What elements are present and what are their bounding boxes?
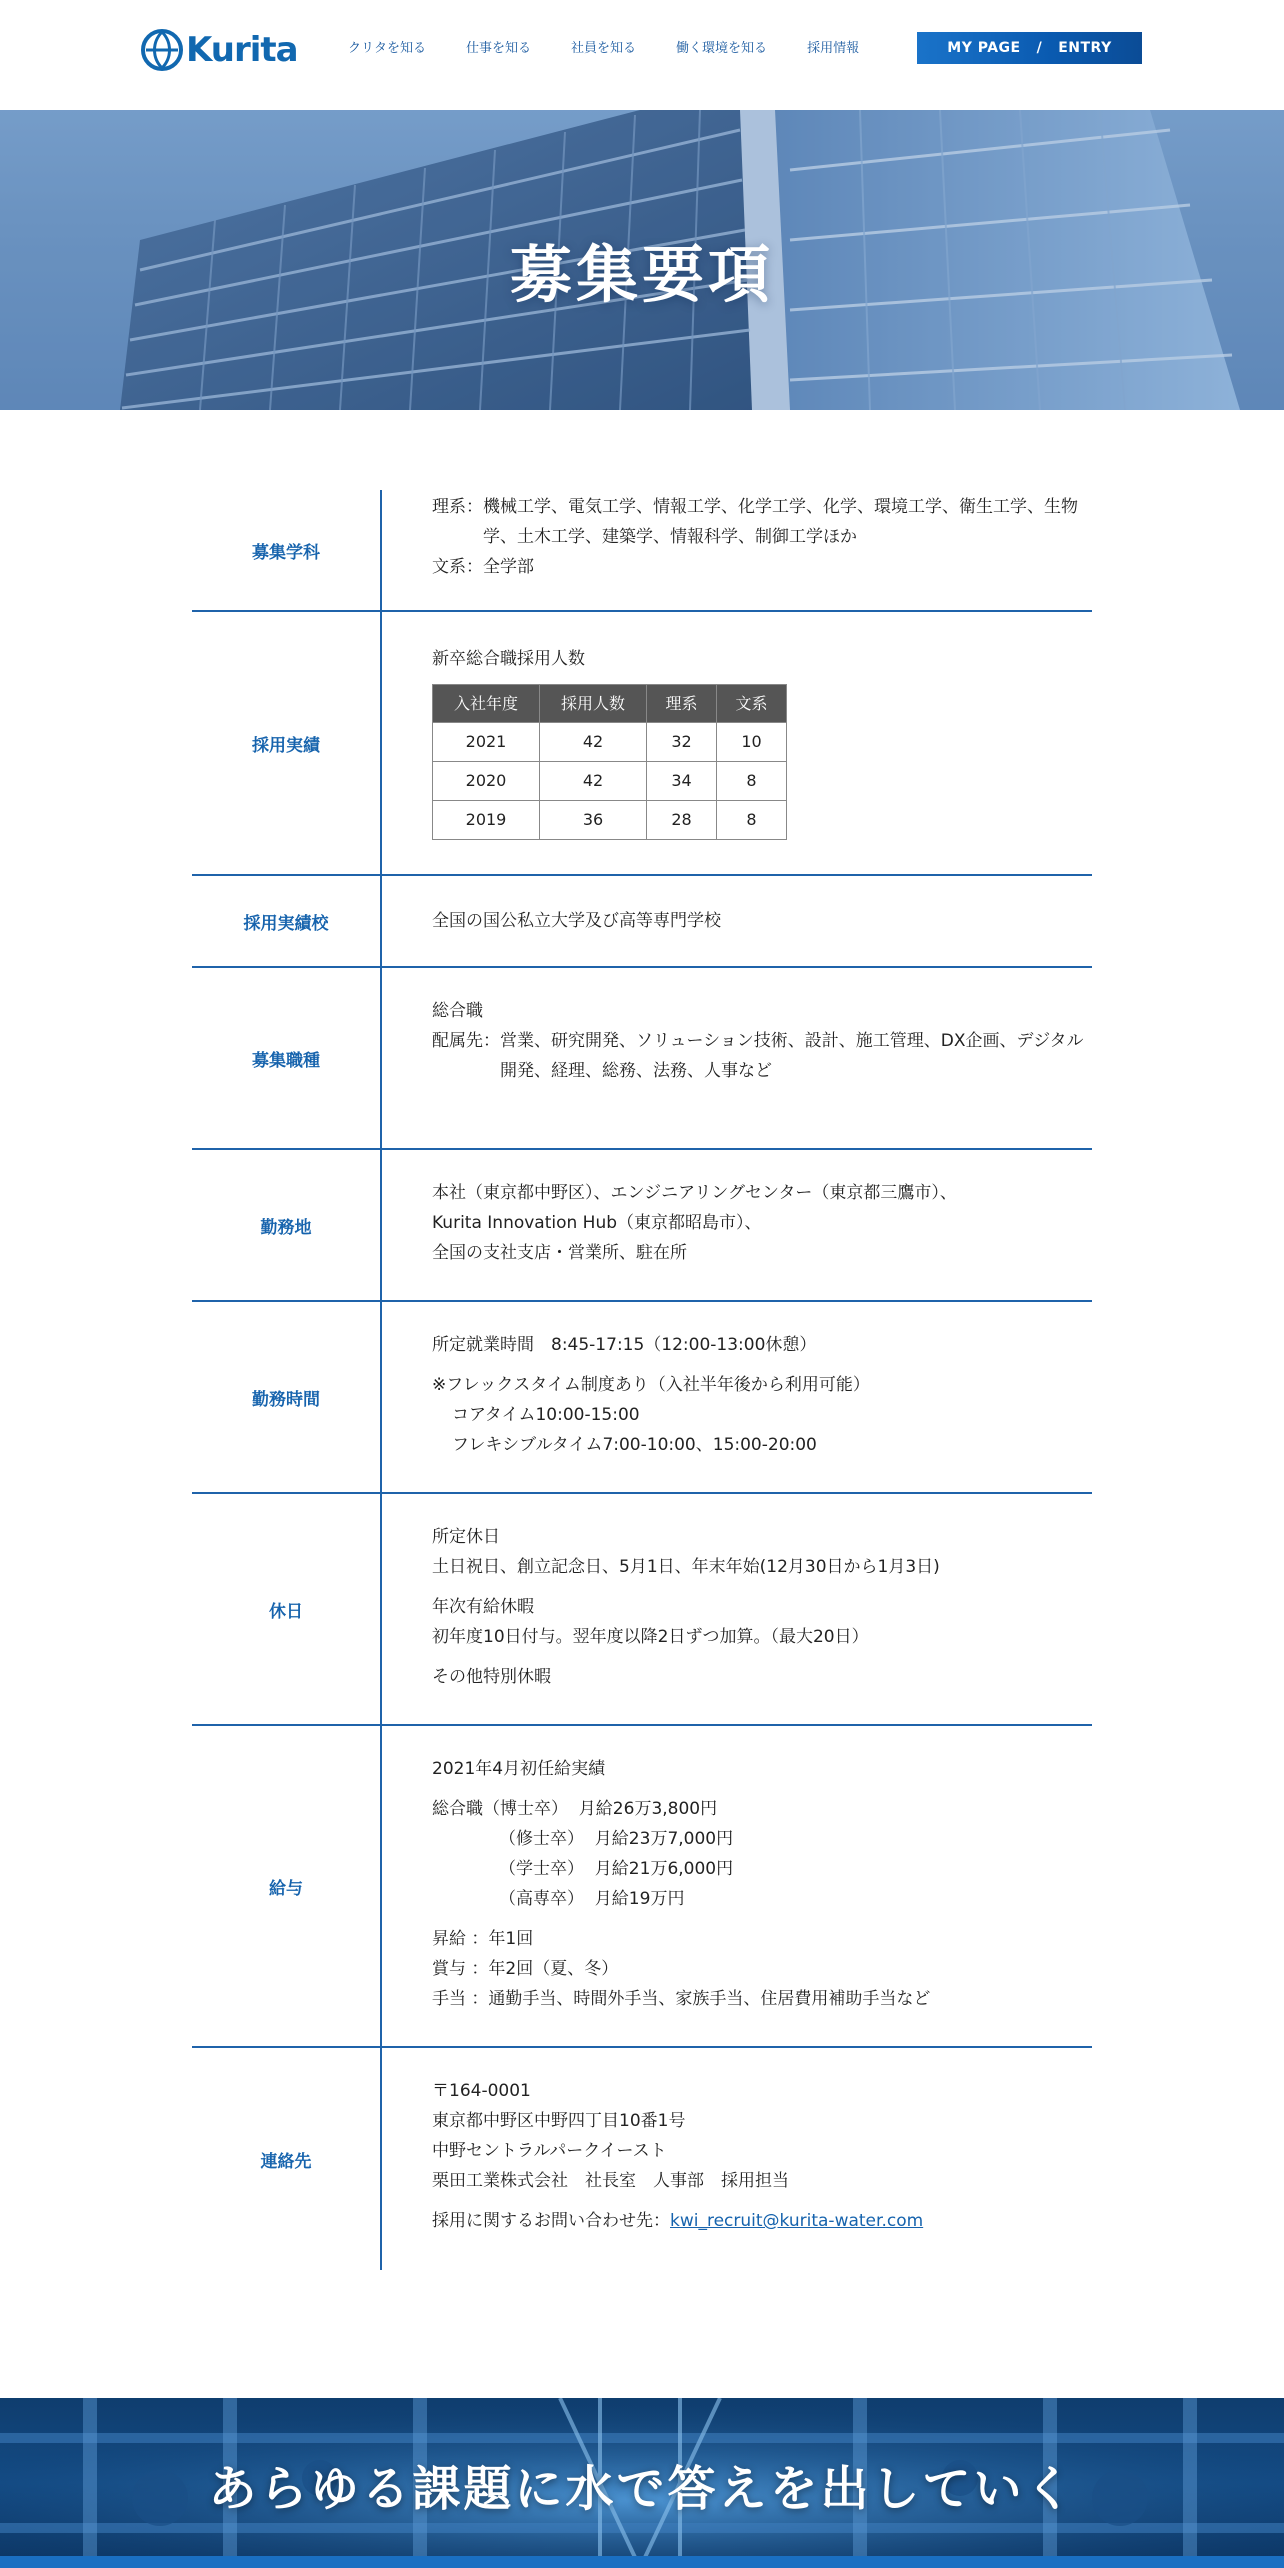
humanities-value: 全学部 bbox=[483, 557, 534, 577]
table-cell: 42 bbox=[540, 762, 647, 801]
row-label-contact: 連絡先 bbox=[192, 2048, 382, 2270]
table-cell: 8 bbox=[717, 762, 787, 801]
table-cell: 2019 bbox=[433, 801, 540, 840]
row-body-location bbox=[382, 1150, 1092, 1300]
kurita-logo[interactable] bbox=[140, 28, 298, 72]
row-contact bbox=[192, 2048, 1092, 2270]
table-cell: 2020 bbox=[433, 762, 540, 801]
location-line: 本社（東京都中野区）、エンジニアリングセンター（東京都三鷹市）、 bbox=[432, 1183, 957, 1203]
requirements-table bbox=[192, 490, 1092, 2270]
row-hiring-results bbox=[192, 612, 1092, 876]
row-schools bbox=[192, 876, 1092, 968]
row-body-contact bbox=[382, 2048, 1092, 2270]
row-label-hiring-results: 採用実績 bbox=[192, 612, 382, 874]
row-label-holidays: 休日 bbox=[192, 1494, 382, 1724]
footer-banner bbox=[0, 2398, 1284, 2568]
table-header-cell: 文系 bbox=[717, 685, 787, 723]
holidays-line: 土日祝日、創立記念日、5月1日、年末年始(12月30日から1月3日) bbox=[432, 1557, 940, 1577]
science-value: 機械工学、電気工学、情報工学、化学工学、化学、環境工学、衛生工学、生物学、土木工学、建築学、情報科学、制御工学ほか bbox=[483, 497, 1078, 547]
page-title: 募集要項 bbox=[509, 238, 774, 311]
location-line: 全国の支社支店・営業所、駐在所 bbox=[432, 1243, 687, 1263]
holidays-line: 年次有給休暇 bbox=[432, 1597, 534, 1617]
row-body-job-types bbox=[382, 968, 1092, 1148]
table-header-cell: 入社年度 bbox=[433, 685, 540, 723]
nav-item-employees[interactable]: 社員を知る bbox=[571, 41, 637, 56]
row-label-schools: 採用実績校 bbox=[192, 876, 382, 966]
assignment-value: 営業、研究開発、ソリューション技術、設計、施工管理、DX企画、デジタル開発、経理、総務、法務、人事など bbox=[500, 1031, 1084, 1081]
nav-item-about-kurita[interactable]: クリタを知る bbox=[348, 41, 427, 56]
science-key: 理系 bbox=[432, 497, 466, 517]
mypage-entry-button[interactable] bbox=[917, 32, 1142, 64]
hero-banner bbox=[0, 110, 1284, 410]
banner-bottom-bar bbox=[0, 2556, 1284, 2568]
holidays-line: その他特別休暇 bbox=[432, 1667, 551, 1687]
contact-department: 栗田工業株式会社 社長室 人事部 採用担当 bbox=[432, 2171, 789, 2191]
departments-humanities bbox=[432, 552, 1092, 582]
table-cell: 2021 bbox=[433, 723, 540, 762]
nav-item-work[interactable]: 仕事を知る bbox=[466, 41, 532, 56]
banner-slogan: あらゆる課題に水で答えを出していく bbox=[208, 2461, 1076, 2517]
row-working-hours bbox=[192, 1302, 1092, 1494]
job-type-general: 総合職 bbox=[432, 1001, 483, 1021]
site-header bbox=[0, 0, 1284, 110]
row-departments bbox=[192, 490, 1092, 612]
contact-inquiry bbox=[432, 2206, 1092, 2236]
table-cell: 42 bbox=[540, 723, 647, 762]
row-label-departments: 募集学科 bbox=[192, 490, 382, 610]
row-body-departments bbox=[382, 490, 1092, 610]
assignment-colon: ： bbox=[483, 1031, 500, 1051]
spacer bbox=[432, 1360, 1092, 1370]
hours-line: フレキシブルタイム7:00-10:00、15:00-20:00 bbox=[452, 1435, 817, 1455]
salary-raise: 昇給 ：年1回 bbox=[432, 1929, 534, 1949]
nav-item-environment[interactable]: 働く環境を知る bbox=[676, 41, 768, 56]
location-line: Kurita Innovation Hub（東京都昭島市）、 bbox=[432, 1213, 762, 1233]
table-cell: 10 bbox=[717, 723, 787, 762]
table-header-cell: 理系 bbox=[647, 685, 717, 723]
nav-item-recruit-info[interactable]: 採用情報 bbox=[807, 41, 860, 56]
table-cell: 8 bbox=[717, 801, 787, 840]
holidays-line: 初年度10日付与。翌年度以降2日ずつ加算。（最大20日） bbox=[432, 1627, 869, 1647]
assignment-key: 配属先 bbox=[432, 1031, 483, 1051]
hours-line: コアタイム10:00-15:00 bbox=[452, 1405, 640, 1425]
inquiry-prefix: 採用に関するお問い合わせ先： bbox=[432, 2211, 670, 2231]
salary-bonus: 賞与 ：年2回（夏、冬） bbox=[432, 1959, 619, 1979]
spacer bbox=[432, 1582, 1092, 1592]
job-assignment bbox=[432, 1026, 1092, 1086]
contact-postal-code: 〒164-0001 bbox=[432, 2081, 531, 2101]
humanities-colon: ： bbox=[466, 557, 483, 577]
table-cell: 34 bbox=[647, 762, 717, 801]
table-row bbox=[433, 801, 787, 840]
departments-science bbox=[432, 492, 1092, 552]
schools-value: 全国の国公私立大学及び高等専門学校 bbox=[432, 911, 721, 931]
spacer bbox=[432, 2196, 1092, 2206]
recruit-email-link[interactable]: kwi_recruit@kurita-water.com bbox=[670, 2211, 924, 2231]
salary-line: （高専卒） 月給19万円 bbox=[499, 1889, 685, 1909]
row-label-location: 勤務地 bbox=[192, 1150, 382, 1300]
row-salary bbox=[192, 1726, 1092, 2048]
table-row bbox=[433, 762, 787, 801]
science-colon: ： bbox=[466, 497, 483, 517]
salary-heading: 2021年4月初任給実績 bbox=[432, 1759, 606, 1779]
kurita-logo-mark-icon bbox=[140, 28, 184, 72]
salary-line: 総合職（博士卒） 月給26万3,800円 bbox=[432, 1799, 718, 1819]
salary-line: （学士卒） 月給21万6,000円 bbox=[499, 1859, 734, 1879]
hours-line: 所定就業時間 8:45-17:15（12:00-13:00休憩） bbox=[432, 1335, 817, 1355]
mypage-entry-divider: / bbox=[1036, 40, 1043, 56]
hours-line: ※フレックスタイム制度あり（入社半年後から利用可能） bbox=[432, 1375, 870, 1395]
row-job-types bbox=[192, 968, 1092, 1150]
contact-building: 中野セントラルパークイースト bbox=[432, 2141, 667, 2161]
row-label-salary: 給与 bbox=[192, 1726, 382, 2046]
row-body-salary bbox=[382, 1726, 1092, 2046]
row-holidays bbox=[192, 1494, 1092, 1726]
holidays-line: 所定休日 bbox=[432, 1527, 500, 1547]
humanities-key: 文系 bbox=[432, 557, 466, 577]
row-location bbox=[192, 1150, 1092, 1302]
table-row bbox=[433, 723, 787, 762]
logo-text: Kurita bbox=[186, 30, 298, 70]
table-header-cell: 採用人数 bbox=[540, 685, 647, 723]
hiring-results-caption: 新卒総合職採用人数 bbox=[432, 649, 585, 669]
row-body-hiring-results bbox=[382, 612, 1092, 874]
table-header-row bbox=[433, 685, 787, 723]
hiring-results-table bbox=[432, 684, 787, 840]
row-body-schools bbox=[382, 876, 1092, 966]
salary-line: （修士卒） 月給23万7,000円 bbox=[499, 1829, 734, 1849]
row-label-working-hours: 勤務時間 bbox=[192, 1302, 382, 1492]
table-cell: 28 bbox=[647, 801, 717, 840]
entry-label[interactable]: ENTRY bbox=[1058, 40, 1112, 56]
table-cell: 32 bbox=[647, 723, 717, 762]
spacer bbox=[432, 1914, 1092, 1924]
salary-allowance: 手当 ：通勤手当、時間外手当、家族手当、住居費用補助手当など bbox=[432, 1989, 931, 2009]
mypage-label[interactable]: MY PAGE bbox=[947, 40, 1021, 56]
spacer bbox=[432, 1784, 1092, 1794]
row-body-working-hours bbox=[382, 1302, 1092, 1492]
global-nav bbox=[348, 38, 899, 60]
contact-address: 東京都中野区中野四丁目10番1号 bbox=[432, 2111, 686, 2131]
row-label-job-types: 募集職種 bbox=[192, 968, 382, 1148]
spacer bbox=[432, 1652, 1092, 1662]
row-body-holidays bbox=[382, 1494, 1092, 1724]
table-cell: 36 bbox=[540, 801, 647, 840]
